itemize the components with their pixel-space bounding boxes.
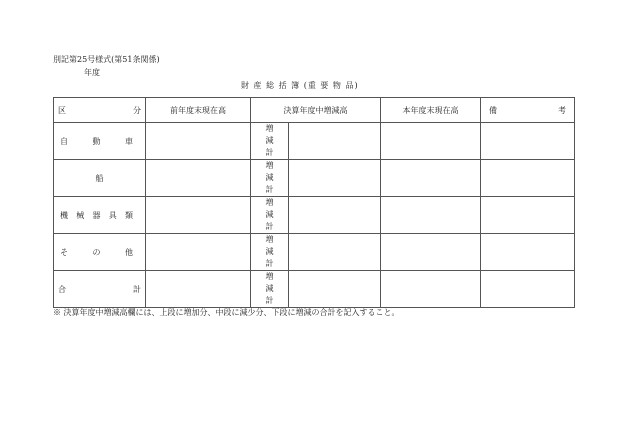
row-this-year-cell: [381, 160, 481, 197]
header-remarks-left: 備: [489, 105, 497, 115]
row-this-year-cell: [381, 197, 481, 234]
row-category-label-part: 車: [125, 136, 133, 146]
header-category-right: 分: [133, 105, 141, 115]
change-sublabel: 計: [265, 296, 274, 305]
row-category-label-part: 自: [60, 136, 68, 146]
row-prev-year-cell: [146, 160, 251, 197]
row-category-cell: [54, 271, 146, 308]
row-this-year-cell: [381, 271, 481, 308]
change-sublabel: 増: [265, 272, 274, 281]
row-category-label-part: そ: [60, 247, 68, 257]
row-category-label-part: の: [92, 247, 101, 257]
row-change-value-cell: [289, 234, 381, 271]
row-change-sublabels: [251, 123, 289, 160]
change-sublabel: 増: [265, 161, 274, 170]
table-row: [54, 197, 575, 234]
row-category-label-part: 船: [95, 173, 104, 183]
change-sublabel: 計: [265, 222, 274, 231]
table-row: [54, 271, 575, 308]
change-sublabel: 計: [265, 148, 274, 157]
row-category-cell: [54, 197, 146, 234]
change-sublabel: 増: [265, 124, 274, 133]
row-category-label-part: 計: [133, 284, 141, 294]
property-summary-table: [53, 97, 575, 308]
change-sublabel: 増: [265, 235, 274, 244]
change-sublabel: 減: [265, 210, 274, 219]
row-category-label-part: 械: [76, 210, 85, 220]
row-category-label-part: 動: [92, 136, 101, 146]
row-category-label-part: 具: [108, 210, 117, 220]
row-prev-year-cell: [146, 197, 251, 234]
change-sublabel: 減: [265, 247, 274, 256]
row-prev-year-cell: [146, 123, 251, 160]
row-change-sublabels: [251, 160, 289, 197]
table-row: [54, 160, 575, 197]
change-sublabel: 減: [265, 136, 274, 145]
row-remarks-cell: [481, 234, 575, 271]
row-category-label-part: 器: [92, 210, 101, 220]
change-sublabel: 計: [265, 259, 274, 268]
change-sublabel: 増: [265, 198, 274, 207]
row-prev-year-cell: [146, 234, 251, 271]
row-change-value-cell: [289, 197, 381, 234]
row-category-label-part: 他: [125, 247, 133, 257]
row-category-label-part: 機: [60, 210, 68, 220]
table-header-row: [54, 98, 575, 123]
row-change-sublabels: [251, 197, 289, 234]
header-change: 決算年度中増減高: [251, 98, 381, 123]
change-sublabel: 計: [265, 185, 274, 194]
row-category-label-part: 類: [125, 210, 133, 220]
footnote: ※ 決算年度中増減高欄には、上段に増加分、中段に減少分、下段に増減の合計を記入すること。: [53, 308, 400, 317]
row-category-cell: [54, 234, 146, 271]
header-remarks: [481, 98, 575, 123]
row-remarks-cell: [481, 160, 575, 197]
row-prev-year-cell: [146, 271, 251, 308]
row-category-cell: [54, 160, 146, 197]
row-change-value-cell: [289, 271, 381, 308]
header-prev-year: 前年度末現在高: [146, 98, 251, 123]
row-remarks-cell: [481, 197, 575, 234]
row-this-year-cell: [381, 123, 481, 160]
row-change-value-cell: [289, 123, 381, 160]
page-title: 財 産 総 括 簿 (重 要 物 品): [241, 81, 359, 90]
row-remarks-cell: [481, 271, 575, 308]
header-this-year: 本年度末現在高: [381, 98, 481, 123]
row-change-sublabels: [251, 234, 289, 271]
header-category: [54, 98, 146, 123]
form-reference: 別記第25号様式(第51条関係): [53, 55, 160, 64]
row-category-cell: [54, 123, 146, 160]
change-sublabel: 減: [265, 173, 274, 182]
header-remarks-right: 考: [558, 105, 566, 115]
table-row: [54, 123, 575, 160]
change-sublabel: 減: [265, 284, 274, 293]
row-this-year-cell: [381, 234, 481, 271]
row-change-value-cell: [289, 160, 381, 197]
row-change-sublabels: [251, 271, 289, 308]
year-label: 年度: [84, 68, 100, 77]
table-row: [54, 234, 575, 271]
row-category-label-part: 合: [58, 284, 66, 294]
row-remarks-cell: [481, 123, 575, 160]
header-category-left: 区: [58, 105, 66, 115]
